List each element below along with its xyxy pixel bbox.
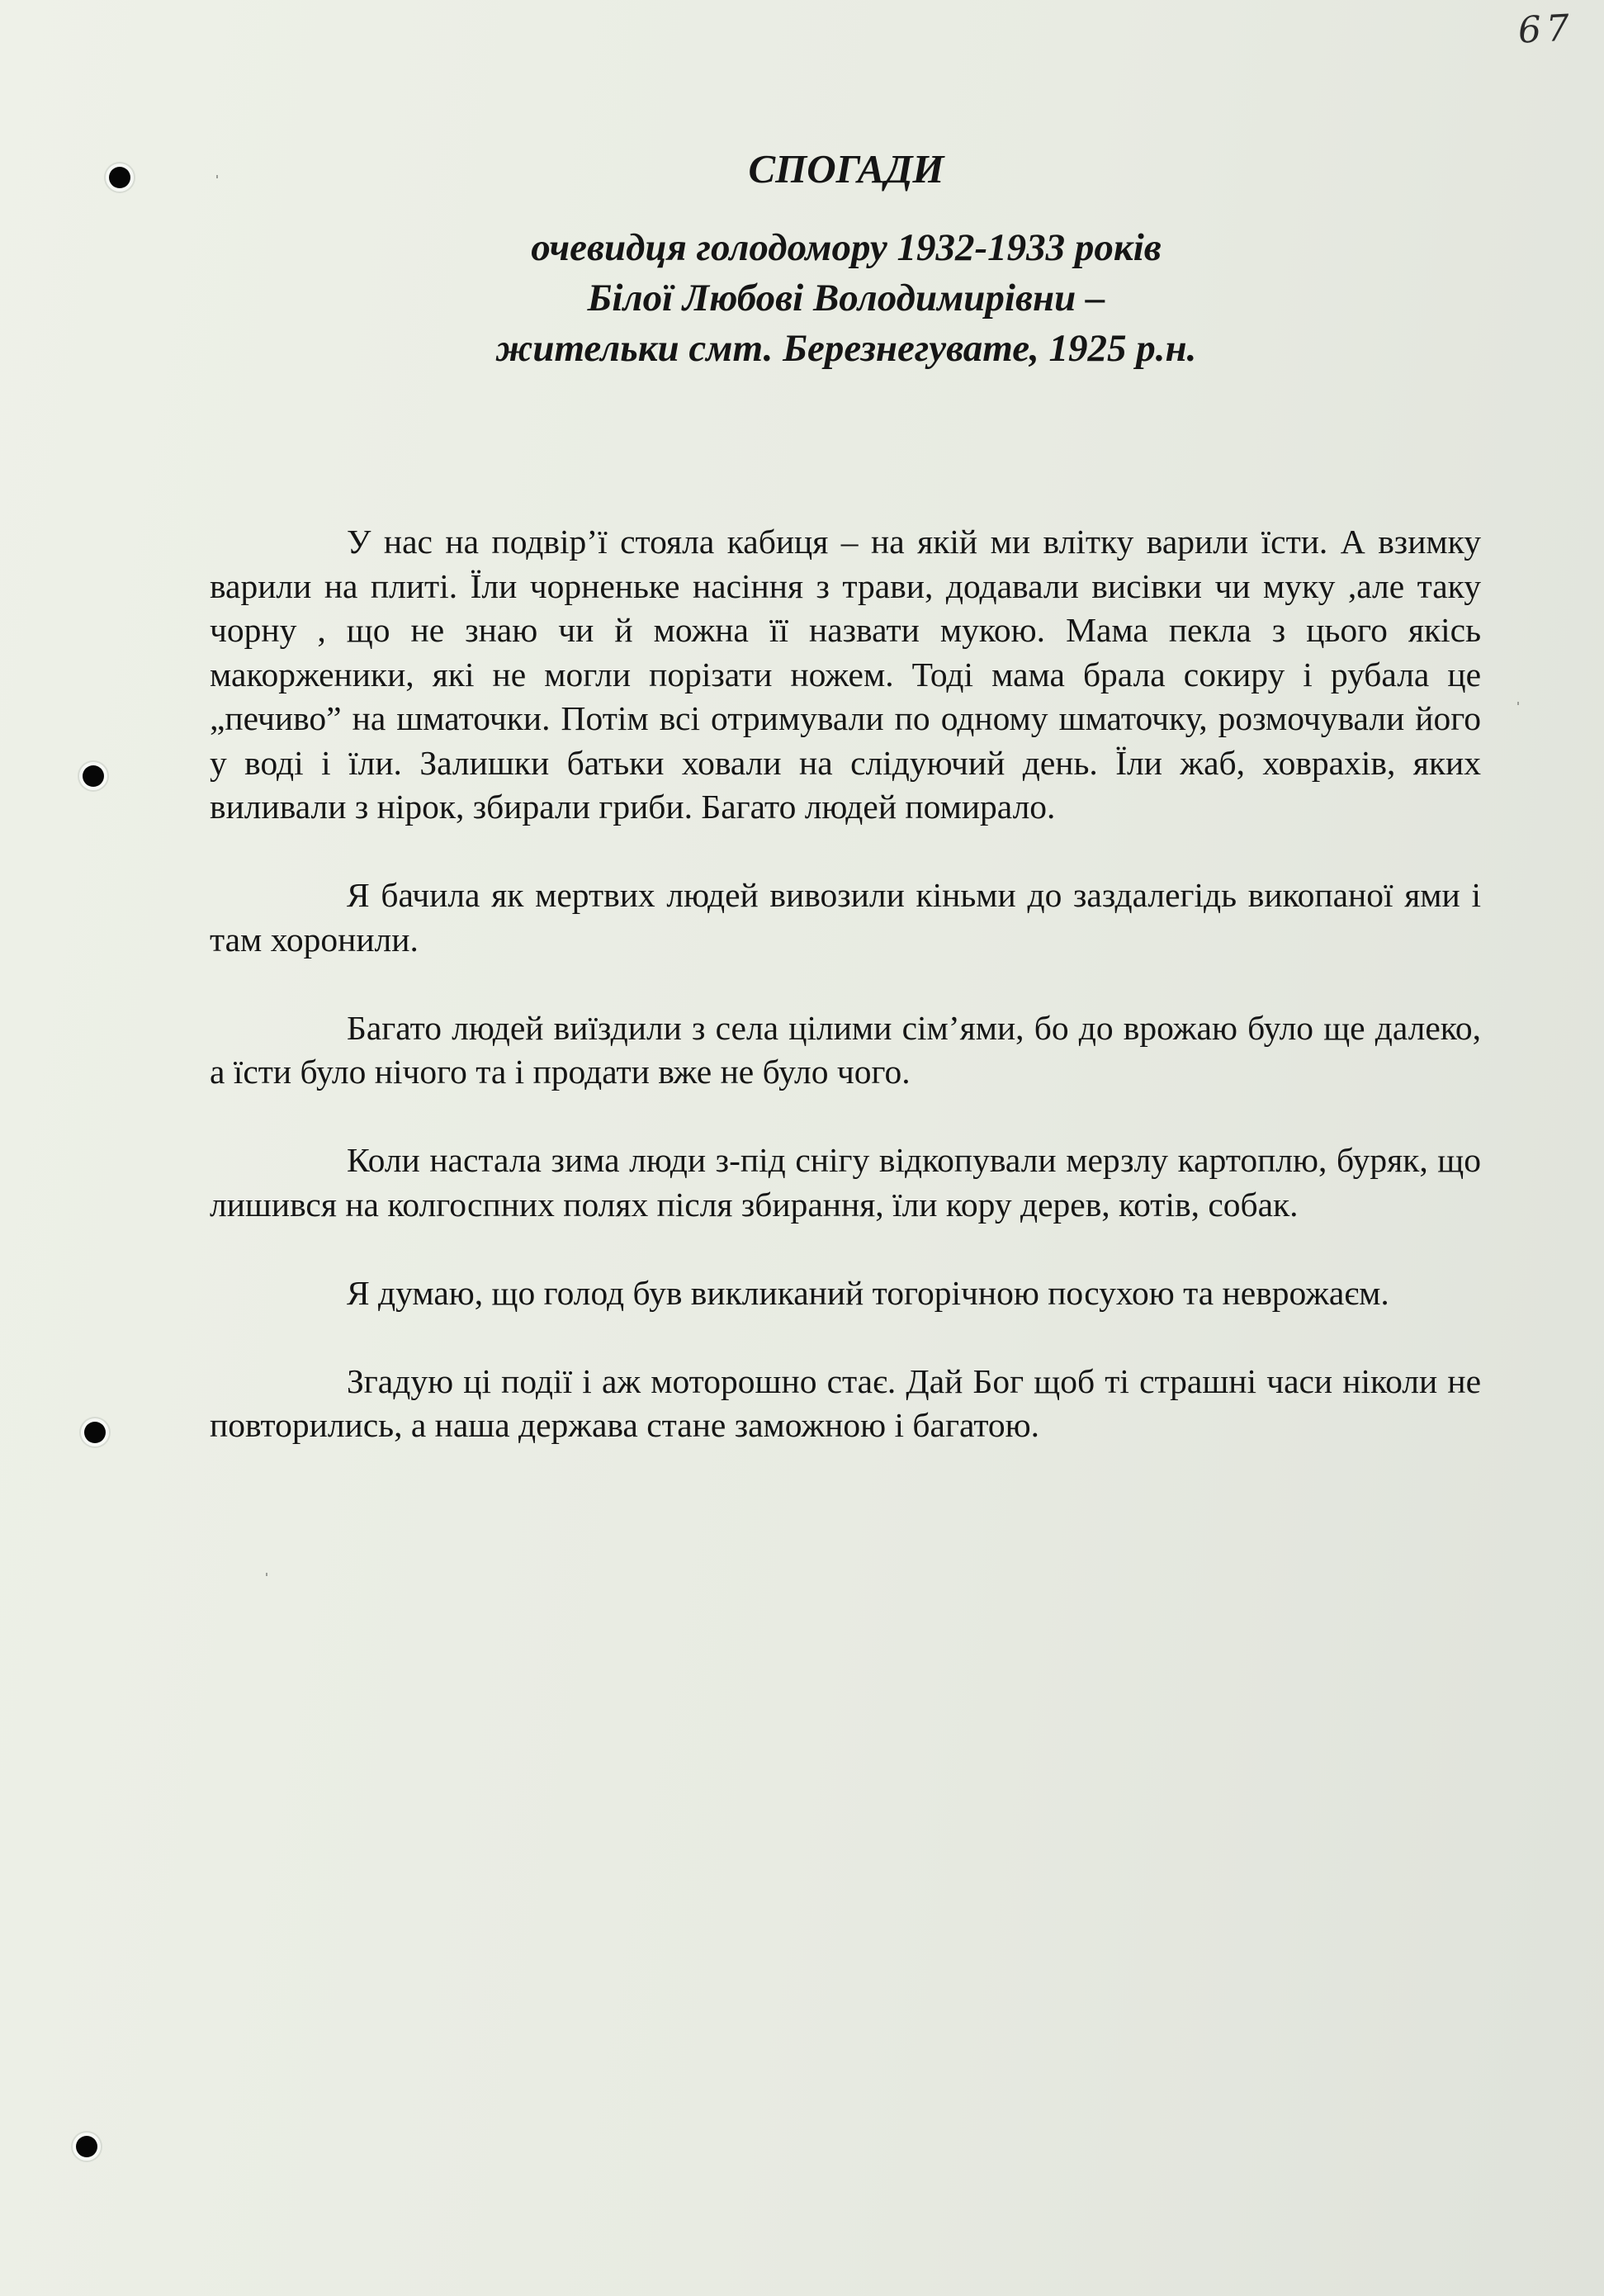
document-subtitle bbox=[0, 223, 1604, 374]
paragraph: Згадую ці події і аж моторошно стає. Дай Бог щоб ті страшні часи ніколи не повторились, а наша держава стане заможною і багатою. bbox=[210, 1361, 1481, 1444]
handwritten-page-number: 67 bbox=[1516, 7, 1576, 52]
subtitle-line: Білої Любові Володимирівни – bbox=[587, 277, 1105, 320]
punch-hole-icon bbox=[84, 1422, 106, 1443]
memoir-body bbox=[210, 520, 1481, 1492]
paragraph: Багато людей виїздили з села цілими сім’ями, бо до врожаю було ще далеко, а їсти було нічого та і продати вже не було чого. bbox=[210, 1008, 1481, 1091]
document-title: СПОГАДИ bbox=[748, 146, 944, 192]
scan-speck bbox=[1517, 702, 1519, 705]
punch-hole-icon bbox=[76, 2136, 97, 2157]
punch-hole-icon bbox=[83, 765, 104, 787]
paragraph: Я бачила як мертвих людей вивозили кіньми до заздалегідь викопаної ями і там хоронили. bbox=[210, 876, 1481, 959]
paragraph: Я думаю, що голод був викликаний тогорічною посухою та неврожаєм. bbox=[347, 1273, 1389, 1312]
subtitle-line: жительки смт. Березнегувате, 1925 р.н. bbox=[495, 327, 1197, 370]
scan-speck bbox=[266, 1573, 267, 1576]
paragraph: У нас на подвір’ї стояла кабиця – на якій ми влітку варили їсти. А взимку варили на плиті. Їли чорненьке насіння з трави, додавали висівки чи муку ,але таку чорну , що не знаю чи й можна її назвати мукою. Мама пекла з цього якісь макорженики, які не могли порізати ножем. Тоді мама брала сокиру і рубала це „печиво” на шматочки. Потім всі отримували по одному шматочку, розмочували його у воді і їли. Залишки батьки ховали на слідуючий день. Їли жаб, ховрахів, яких виливали з нірок, збирали гриби. Багато людей помирало. bbox=[210, 523, 1481, 826]
subtitle-line: очевидця голодомору 1932-1933 років bbox=[531, 226, 1162, 269]
paragraph: Коли настала зима люди з-під снігу відкопували мерзлу картоплю, буряк, що лишився на колгоспних полях після збирання, їли кору дерев, котів, собак. bbox=[210, 1141, 1481, 1224]
